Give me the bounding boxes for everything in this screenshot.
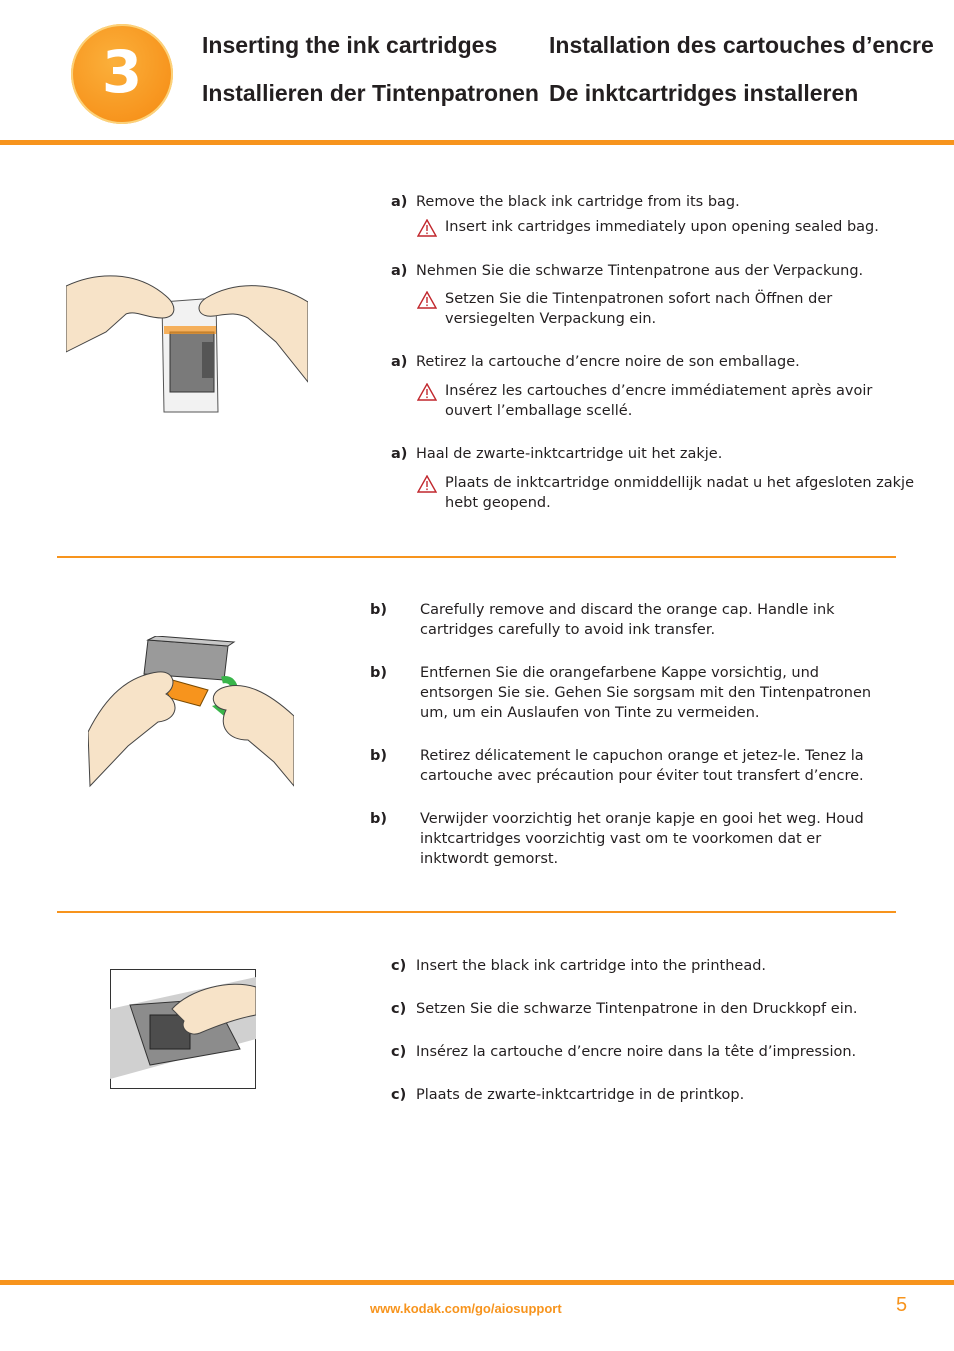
title-french: Installation des cartouches d’encre: [549, 32, 934, 58]
step-c-dutch: [391, 1085, 891, 1105]
step-a-german-text: Nehmen Sie die schwarze Tintenpatrone aus der Verpackung.: [416, 263, 864, 279]
warning-english: [417, 217, 915, 237]
warning-french: [417, 381, 915, 421]
step-a-french: [391, 352, 891, 372]
header-divider: [0, 140, 954, 145]
step-b-label: b): [370, 748, 388, 764]
step-c-french-text: Insérez la cartouche d’encre noire dans la tête d’impression.: [416, 1044, 857, 1060]
step-c-label: c): [391, 1001, 407, 1017]
step-a-english-text: Remove the black ink cartridge from its bag.: [416, 194, 740, 210]
warning-french-text: Insérez les cartouches d’encre immédiatement après avoir ouvert l’emballage scellé.: [445, 383, 873, 419]
step-c-label: c): [391, 1087, 407, 1103]
step-b-label: b): [370, 602, 388, 618]
step-a-french-text: Retirez la cartouche d’encre noire de son emballage.: [416, 354, 800, 370]
warning-dutch-text: Plaats de inktcartridge onmiddellijk nadat u het afgesloten zakje hebt geopend.: [445, 475, 915, 511]
step-b-french: [370, 746, 891, 786]
section-divider: [57, 556, 896, 558]
step-b-english: [370, 600, 891, 640]
title-german: Installieren der Tintenpatronen: [202, 80, 539, 106]
warning-triangle-icon: [417, 291, 437, 309]
step-c-german-text: Setzen Sie die schwarze Tintenpatrone in den Druckkopf ein.: [416, 1001, 858, 1017]
step-c-english-text: Insert the black ink cartridge into the printhead.: [416, 958, 767, 974]
step-b-german-text: Entfernen Sie die orangefarbene Kappe vorsichtig, und entsorgen Sie sie. Gehen Sie sorgsam mit den Tintenpatronen um, um ein Auslaufen von Tinte zu vermeiden.: [420, 665, 872, 721]
support-link[interactable]: www.kodak.com/go/aiosupport: [370, 1301, 562, 1316]
step-c-label: c): [391, 1044, 407, 1060]
step-a-german: [391, 261, 891, 281]
title-english: Inserting the ink cartridges: [202, 32, 498, 58]
step-b-english-text: Carefully remove and discard the orange cap. Handle ink cartridges carefully to avoid ink transfer.: [420, 602, 835, 638]
step-b-german: [370, 663, 891, 723]
warning-triangle-icon: [417, 219, 437, 237]
step-b-dutch: [370, 809, 891, 869]
step-b-label: b): [370, 811, 388, 827]
step-number: 3: [101, 38, 143, 106]
footer-divider: [0, 1280, 954, 1285]
step-a-label: a): [391, 446, 408, 462]
page-number: 5: [896, 1294, 908, 1316]
title-dutch: De inktcartridges installeren: [549, 80, 859, 106]
warning-triangle-icon: [417, 475, 437, 493]
warning-german-text: Setzen Sie die Tintenpatronen sofort nach Öffnen der versiegelten Verpackung ein.: [445, 291, 833, 327]
step-a-label: a): [391, 194, 408, 210]
warning-triangle-icon: [417, 383, 437, 401]
step-c-dutch-text: Plaats de zwarte-inktcartridge in de printkop.: [416, 1087, 745, 1103]
step-c-english: [391, 956, 891, 976]
step-b-label: b): [370, 665, 388, 681]
remove-cartridge-from-bag-illustration: [66, 262, 308, 414]
step-c-label: c): [391, 958, 407, 974]
step-c-french: [391, 1042, 891, 1062]
step-a-dutch: [391, 444, 891, 464]
step-b-french-text: Retirez délicatement le capuchon orange et jetez-le. Tenez la cartouche avec précaution pour éviter tout transfert d’encre.: [420, 748, 864, 784]
step-a-dutch-text: Haal de zwarte-inktcartridge uit het zakje.: [416, 446, 723, 462]
step-number-badge: [71, 24, 173, 124]
step-a-label: a): [391, 263, 408, 279]
section-divider: [57, 911, 896, 913]
warning-english-text: Insert ink cartridges immediately upon opening sealed bag.: [445, 219, 879, 235]
step-a-label: a): [391, 354, 408, 370]
remove-orange-cap-illustration: [88, 636, 294, 788]
step-a-english: [391, 192, 891, 212]
step-c-german: [391, 999, 891, 1019]
step-b-dutch-text: Verwijder voorzichtig het oranje kapje en gooi het weg. Houd inktcartridges voorzichtig vast om te voorkomen dat er inktwordt gemorst.: [420, 811, 864, 867]
insert-cartridge-printhead-illustration: [110, 969, 256, 1089]
warning-dutch: [417, 473, 915, 513]
warning-german: [417, 289, 915, 329]
